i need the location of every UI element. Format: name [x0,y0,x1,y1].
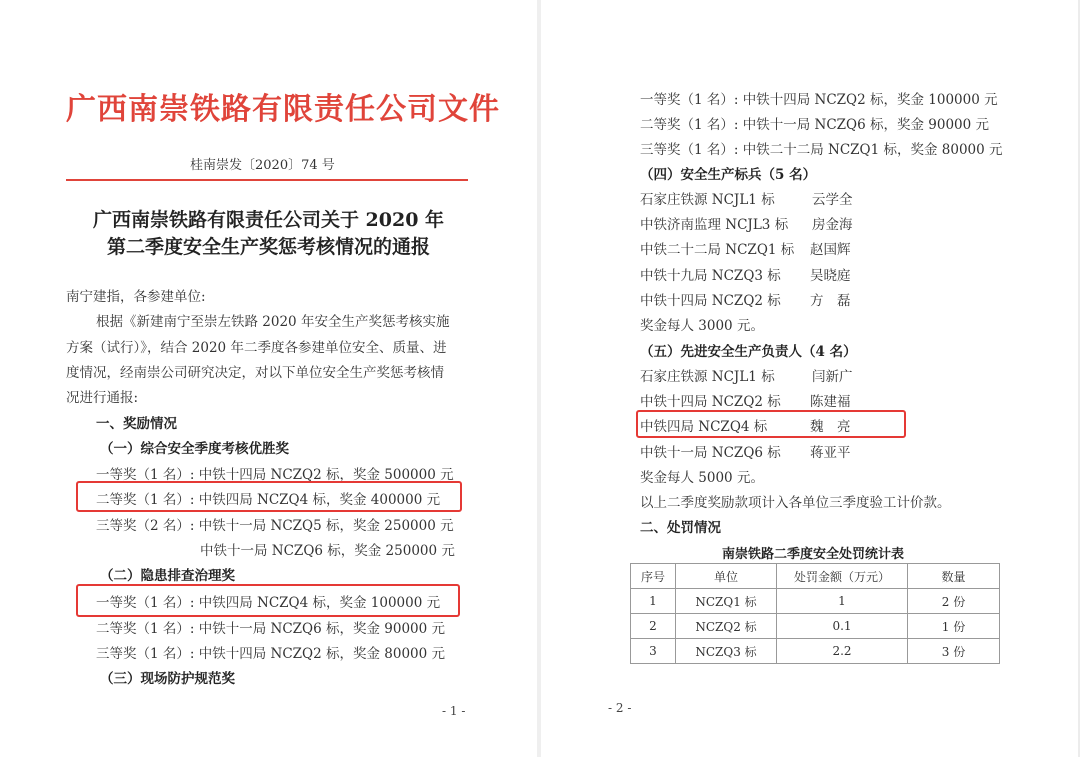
document-header: 广西南崇铁路有限责任公司文件 [66,92,500,127]
leader-unit: 石家庄铁源 NCJL1 标 [640,369,775,385]
subsection-heading: （三）现场防护规范奖 [100,671,235,687]
header-cell: 单位 [676,564,777,589]
model-worker-unit: 中铁二十二局 NCZQ1 标 [640,242,795,258]
leader-name-highlighted: 魏 亮 [810,419,851,435]
award-line: 三等奖（1 名）: 中铁二十二局 NCZQ1 标，奖金 80000 元 [640,142,1003,158]
header-cell: 处罚金额（万元） [777,564,908,589]
salutation: 南宁建指，各参建单位: [66,289,206,305]
document-page-1 [0,0,537,757]
body-line: 方案（试行）》，结合 2020 年二季度各参建单位安全、质量、进 [66,340,447,356]
page-number: - 1 - [442,704,466,718]
model-worker-name: 赵国辉 [810,242,851,258]
body-line: 度情况，经南崇公司研究决定，对以下单位安全生产奖惩考核情 [66,365,444,381]
model-worker-unit: 中铁十九局 NCZQ3 标 [640,268,781,284]
model-worker-name: 云学全 [812,192,853,208]
subsection-heading: （四）安全生产标兵（5 名） [640,167,817,183]
bonus-note: 奖金每人 3000 元。 [640,318,764,334]
document-title-line-2: 第二季度安全生产奖惩考核情况的通报 [106,236,430,258]
model-worker-unit: 石家庄铁源 NCJL1 标 [640,192,775,208]
subsection-heading: （五）先进安全生产负责人（4 名） [640,344,857,360]
table-header-row [631,564,1000,589]
section-rewards-heading: 一、奖励情况 [96,416,177,432]
leader-name: 蒋亚平 [810,445,851,461]
body-line: 根据《新建南宁至崇左铁路 2020 年安全生产奖惩考核实施 [96,314,450,330]
cell-amount: 1 [777,589,908,614]
table-row [631,639,1000,664]
header-cell: 序号 [631,564,676,589]
page-number: - 2 - [608,701,632,715]
penalty-table [630,563,1000,664]
award-line: 中铁十一局 NCZQ6 标，奖金 250000 元 [200,543,455,559]
body-line: 况进行通报: [66,390,139,406]
model-worker-unit: 中铁济南监理 NCJL3 标 [640,217,789,233]
section-penalty-heading: 二、处罚情况 [640,520,721,536]
model-worker-name: 房金海 [812,217,853,233]
cell-amount: 2.2 [777,639,908,664]
model-worker-name: 方 磊 [810,293,851,309]
cell-unit: NCZQ3 标 [676,639,777,664]
header-cell: 数量 [908,564,1000,589]
table-row [631,589,1000,614]
leader-name: 闫新广 [812,369,853,385]
cell-index: 3 [631,639,676,664]
cell-count: 1 份 [908,614,1000,639]
closing-note: 以上二季度奖励款项计入各单位三季度验工计价款。 [640,495,951,511]
cell-unit: NCZQ1 标 [676,589,777,614]
award-line: 一等奖（1 名）: 中铁十四局 NCZQ2 标，奖金 100000 元 [640,92,998,108]
award-line-highlighted: 一等奖（1 名）: 中铁四局 NCZQ4 标，奖金 100000 元 [96,595,441,611]
bonus-note: 奖金每人 5000 元。 [640,470,764,486]
model-worker-unit: 中铁十四局 NCZQ2 标 [640,293,781,309]
award-line: 二等奖（1 名）: 中铁十一局 NCZQ6 标，奖金 90000 元 [640,117,990,133]
leader-unit: 中铁十一局 NCZQ6 标 [640,445,781,461]
award-line: 一等奖（1 名）: 中铁十四局 NCZQ2 标，奖金 500000 元 [96,467,454,483]
cell-index: 1 [631,589,676,614]
cell-amount: 0.1 [777,614,908,639]
subsection-heading: （二）隐患排查治理奖 [100,568,235,584]
table-row [631,614,1000,639]
award-line: 二等奖（1 名）: 中铁十一局 NCZQ6 标，奖金 90000 元 [96,621,446,637]
model-worker-name: 吴晓庭 [810,268,851,284]
document-number: 桂南崇发〔2020〕74 号 [190,158,335,173]
cell-count: 2 份 [908,589,1000,614]
cell-index: 2 [631,614,676,639]
award-line-highlighted: 二等奖（1 名）: 中铁四局 NCZQ4 标，奖金 400000 元 [96,492,441,508]
leader-unit: 中铁十四局 NCZQ2 标 [640,394,781,410]
penalty-table-title: 南崇铁路二季度安全处罚统计表 [721,547,904,562]
award-line: 三等奖（2 名）: 中铁十一局 NCZQ5 标，奖金 250000 元 [96,518,454,534]
header-red-rule [66,179,468,181]
cell-count: 3 份 [908,639,1000,664]
leader-name: 陈建福 [810,394,851,410]
subsection-heading: （一）综合安全季度考核优胜奖 [100,441,289,457]
document-title-line-1: 广西南崇铁路有限责任公司关于 2020 年 [92,209,445,231]
leader-unit-highlighted: 中铁四局 NCZQ4 标 [640,419,768,435]
cell-unit: NCZQ2 标 [676,614,777,639]
award-line: 三等奖（1 名）: 中铁十四局 NCZQ2 标，奖金 80000 元 [96,646,446,662]
